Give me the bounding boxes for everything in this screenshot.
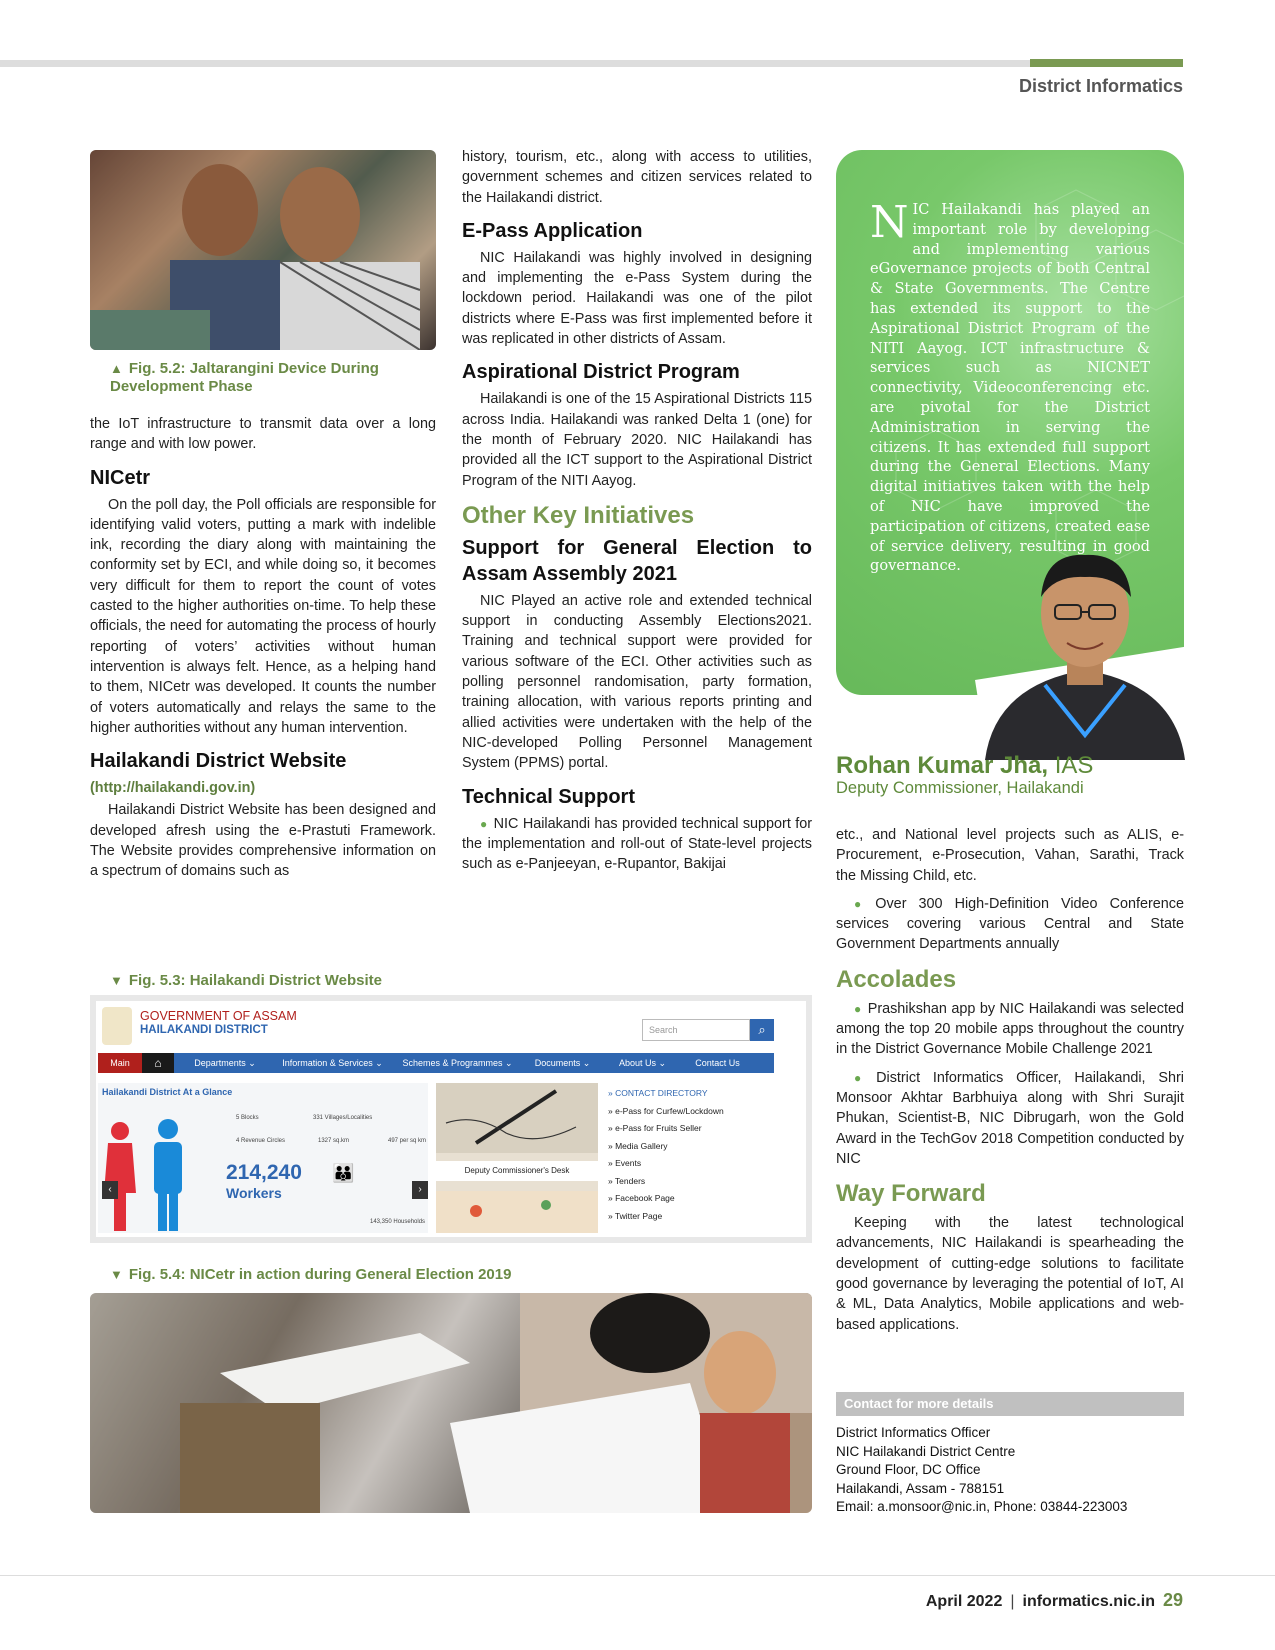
nav-documents[interactable]: Documents ⌄	[534, 1058, 591, 1068]
epass-heading: E-Pass Application	[462, 219, 643, 242]
stat-blocks: 5 Blocks	[236, 1115, 259, 1121]
quote-person-name: Rohan Kumar Jha, IAS	[836, 752, 1094, 779]
triangle-down-icon: ▼	[110, 1267, 123, 1282]
footer-site[interactable]: informatics.nic.in	[1022, 1593, 1155, 1610]
col3-intro: etc., and National level projects such as ALIS, e-Procurement, e-Prosecution, Vahan, Sarathi, Track the Missing Child, etc.	[836, 827, 1184, 884]
website-url[interactable]: (http://hailakandi.gov.in)	[90, 780, 256, 797]
epass-body: NIC Hailakandi was highly involved in designing and implementing the e-Pass System during the lockdown period. Hailakandi was one of the pilot districts where E-Pass was first implemented before it was replicated in other districts of Assam.	[462, 249, 812, 348]
website-body: Hailakandi District Website has been designed and developed afresh using the e-Prastuti Framework. The Website provides comprehensive information on a spectrum of domains such as	[90, 802, 436, 880]
adp-body: Hailakandi is one of the 15 Aspirational Districts 115 across India. Hailakandi was ranked Delta 1 (one) for the month of February 2020. NIC Hailakandi has provided all the ICT support to the Aspirational District Program of the NITI Aayog.	[462, 391, 812, 489]
link-events[interactable]: » Events	[608, 1158, 642, 1168]
fig-5-4-photo	[90, 1293, 812, 1513]
link-facebook[interactable]: » Facebook Page	[608, 1193, 675, 1203]
portrait-photo	[985, 535, 1185, 760]
site-gov: GOVERNMENT OF ASSAM	[140, 1009, 297, 1023]
way-forward-heading: Way Forward	[836, 1180, 986, 1208]
accolades-heading: Accolades	[836, 965, 957, 993]
page-number: 29	[1162, 1590, 1183, 1610]
dc-desk-panel	[436, 1083, 598, 1233]
triangle-down-icon: ▼	[110, 973, 123, 988]
election-heading: Support for General Election to Assam Assembly 2021	[462, 536, 812, 585]
stat-villages: 331 Villages/Localities	[313, 1115, 373, 1121]
accolade-2: ● District Informatics Officer, Hailakandi, Shri Monsoor Akhtar Barbhuiya along with Shri Surajit Phukan, Scientist-B, NIC Dibrugarh, won the Gold Award in the TechGov 2018 Competition conducted by NIC	[836, 1069, 1184, 1167]
family-icon: 👪	[332, 1163, 355, 1183]
website-heading: Hailakandi District Website	[90, 750, 347, 773]
contact-line: Ground Floor, DC Office	[836, 1462, 981, 1477]
footer-date: April 2022	[925, 1593, 1003, 1610]
contact-line: NIC Hailakandi District Centre	[836, 1443, 1016, 1459]
contact-line: District Informatics Officer	[836, 1425, 991, 1440]
stat-density: 497 per sq km	[388, 1138, 427, 1144]
tech-heading: Technical Support	[462, 785, 635, 808]
accolade-1: ● Prashikshan app by NIC Hailakandi was selected among the top 20 mobile apps throughout the country in the District Governance Mobile Challenge 2021	[836, 1000, 1185, 1058]
carousel-prev-icon[interactable]: ‹	[102, 1181, 118, 1199]
column-3	[836, 825, 1184, 1335]
fig-5-4-caption: ▼ Fig. 5.4: NICetr in action during General Election 2019	[110, 1266, 512, 1283]
link-epass-curfew[interactable]: » e-Pass for Curfew/Lockdown	[608, 1105, 724, 1116]
nav-contact[interactable]: Contact Us	[695, 1058, 740, 1068]
stat-circles: 4 Revenue Circles	[236, 1138, 286, 1144]
workers-label: Workers	[226, 1185, 282, 1201]
carousel-next-icon[interactable]: ›	[412, 1181, 428, 1199]
site-nav	[98, 1053, 774, 1073]
tech-bullet: ● NIC Hailakandi has provided technical support for the implementation and roll-out of State-level projects such as e-Panjeeyan, e-Rupantor, Bakijai	[462, 815, 813, 873]
fig-5-2-caption: ▲ Fig. 5.2: Jaltarangini Device During Development Phase	[110, 360, 379, 395]
site-search-input[interactable]: Search	[642, 1019, 750, 1041]
quote-person-title: Deputy Commissioner, Hailakandi	[836, 779, 1084, 797]
link-contact-directory[interactable]: » CONTACT DIRECTORY	[608, 1088, 708, 1098]
col1-intro: the IoT infrastructure to transmit data over a long range and with low power.	[90, 416, 436, 453]
glance-title: Hailakandi District At a Glance	[102, 1087, 233, 1097]
fig-5-2-photo	[90, 150, 436, 350]
contact-line: Hailakandi, Assam - 788151	[836, 1480, 1005, 1496]
section-label: District Informatics	[1018, 76, 1183, 96]
bullet-icon: ●	[854, 1070, 871, 1085]
quote-dropcap: N	[870, 197, 909, 248]
contact-header: Contact for more details	[836, 1392, 1184, 1416]
bullet-icon: ●	[480, 816, 488, 831]
fig-5-3-website	[90, 995, 812, 1243]
nav-about[interactable]: About Us ⌄	[618, 1058, 667, 1068]
glance-panel	[98, 1083, 428, 1233]
vc-bullet: ● Over 300 High-Definition Video Conference services covering various Central and State Government Departments annually	[836, 895, 1184, 953]
search-icon[interactable]: ⌕	[750, 1019, 774, 1041]
election-body: NIC Played an active role and extended technical support in conducting Assembly Elections2021. Training and technical support were provided for various software of the ECI. Other activities such as polling personnel randomisation, party formation, training allocation, with various reports printing and allied activities were undertaken with the help of the NIC-developed Polling Personnel Management System (PPMS) portal.	[462, 592, 812, 772]
fig-5-3-caption: ▼ Fig. 5.3: Hailakandi District Website	[110, 972, 382, 989]
col2-intro: history, tourism, etc., along with access to utilities, government schemes and citizen services related to the Hailakandi district.	[462, 149, 812, 206]
top-rule-accent	[1030, 59, 1183, 67]
triangle-up-icon: ▲	[110, 361, 123, 376]
top-rule	[0, 60, 1183, 67]
nav-info-services[interactable]: Information & Services ⌄	[282, 1058, 383, 1068]
stat-area: 1327 sq.km	[318, 1138, 350, 1144]
column-2	[462, 147, 812, 874]
footer	[880, 1590, 1183, 1611]
nav-schemes[interactable]: Schemes & Programmes ⌄	[402, 1058, 513, 1068]
home-icon[interactable]: ⌂	[142, 1053, 174, 1073]
pen-writing-icon	[436, 1083, 598, 1233]
nicetr-heading: NICetr	[90, 466, 151, 489]
link-twitter[interactable]: » Twitter Page	[608, 1210, 663, 1221]
dc-desk-label[interactable]: Deputy Commissioner's Desk	[436, 1161, 598, 1181]
quote-text: NIC Hailakandi has played an important role by developing and implementing various eGovernance projects of both Central & State Governments. The Centre has extended its support to the Aspirational District Program of the NITI Aayog. ICT infrastructure & services such as NICNET connectivity, Videoconferencing etc. are pivotal for the District Administration in serving the citizens. It has extended full support during the General Elections. Many digital initiatives taken with the help of NIC have improved the participation of citizens, created ease of service delivery, resulting in good governance.	[870, 197, 1150, 575]
footer-rule	[0, 1575, 1275, 1576]
way-forward-body: Keeping with the latest technological advancements, NIC Hailakandi is spearheading the development of cutting-edge solutions to facilitate good governance by leveraging the potential of IoT, AI & ML, Data Analytics, Mobile applications and web-based applications.	[836, 1215, 1184, 1333]
link-tenders[interactable]: » Tenders	[608, 1175, 646, 1186]
site-district: HAILAKANDI DISTRICT	[140, 1024, 268, 1036]
quick-links	[608, 1085, 778, 1225]
adp-heading: Aspirational District Program	[462, 361, 740, 384]
contact-email-phone[interactable]: Email: a.monsoor@nic.in, Phone: 03844-223003	[836, 1499, 1128, 1514]
contact-details	[836, 1424, 1184, 1517]
emblem-icon	[102, 1007, 132, 1045]
nicetr-body: On the poll day, the Poll officials are responsible for identifying valid voters, putting a mark with indelible ink, recording the diary along with maintaining the conformity set by ECI, and while doing so, it becomes very difficult for them to report the count of votes casted to the higher authorities on-time. To help these officials, the need for automating the process of hourly reporting of voters’ activities without human intervention is always felt. Hence, as a helping hand to them, NICetr was developed. It counts the number of voters automatically and relays the same to the higher authorities without any human intervention.	[90, 496, 436, 736]
column-1	[90, 414, 436, 882]
nav-main[interactable]: Main	[98, 1053, 142, 1073]
people-icon	[98, 1113, 198, 1233]
footer-separator: |	[1010, 1593, 1015, 1610]
stat-households: 143,350 Households	[370, 1219, 426, 1225]
other-initiatives-heading: Other Key Initiatives	[462, 501, 695, 529]
link-media-gallery[interactable]: » Media Gallery	[608, 1140, 668, 1151]
link-epass-fruits[interactable]: » e-Pass for Fruits Seller	[608, 1123, 702, 1133]
bullet-icon: ●	[854, 1001, 862, 1016]
nav-departments[interactable]: Departments ⌄	[194, 1058, 256, 1068]
bullet-icon: ●	[854, 896, 870, 911]
workers-number: 214,240	[226, 1161, 302, 1184]
